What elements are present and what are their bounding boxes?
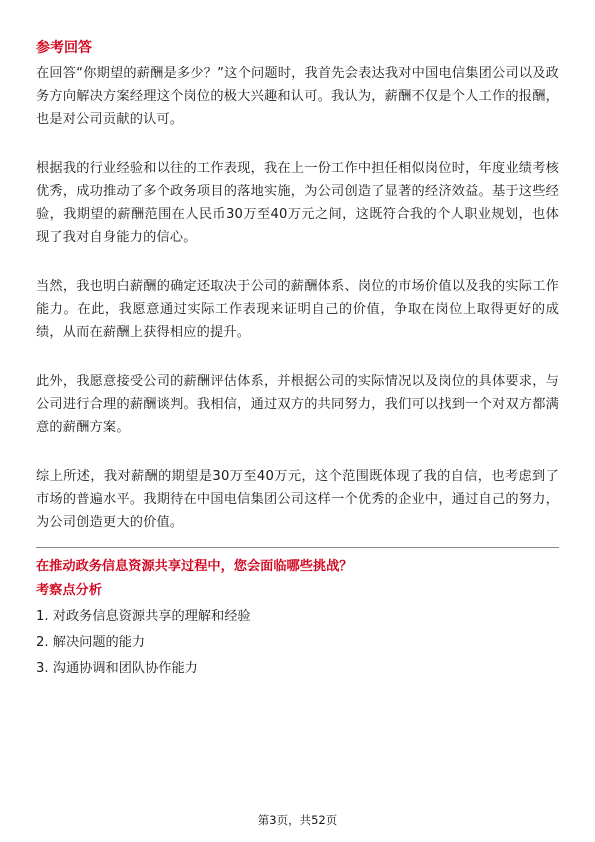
answer-paragraph-4: 此外，我愿意接受公司的薪酬评估体系，并根据公司的实际情况以及岗位的具体要求，与公司进行合理的薪酬谈判。我相信，通过双方的共同努力，我们可以找到一个对双方都满意的薪酬方案。 (36, 374, 559, 435)
paragraph-gap (36, 131, 559, 157)
paragraph-gap (36, 344, 559, 370)
document-page (36, 38, 559, 682)
list-item: 1. 对政务信息资源共享的理解和经验 (36, 609, 251, 624)
list-item: 2. 解决问题的能力 (36, 635, 146, 650)
page-number: 第3页，共52页 (257, 813, 338, 827)
paragraph-gap (36, 249, 559, 275)
paragraph-gap (36, 439, 559, 465)
answer-section-title: 参考回答 (36, 40, 92, 56)
answer-paragraph-2: 根据我的行业经验和以往的工作表现，我在上一份工作中担任相似岗位时，年度业绩考核优秀，成功推动了多个政务项目的落地实施，为公司创造了显著的经济效益。基于这些经验，我期望的薪酬范围在人民币30万至40万元之间，这既符合我的个人职业规划，也体现了我对自身能力的信心。 (36, 161, 559, 245)
analysis-section-title: 考察点分析 (36, 583, 102, 598)
answer-paragraph-5: 综上所述，我对薪酬的期望是30万至40万元，这个范围既体现了我的自信，也考虑到了市场的普遍水平。我期待在中国电信集团公司这样一个优秀的企业中，通过自己的努力，为公司创造更大的价值。 (36, 469, 559, 530)
list-item: 3. 沟通协调和团队协作能力 (36, 661, 198, 676)
analysis-point-list (36, 604, 559, 682)
section-divider (36, 547, 559, 548)
answer-paragraph-3: 当然，我也明白薪酬的确定还取决于公司的薪酬体系、岗位的市场价值以及我的实际工作能力。在此，我愿意通过实际工作表现来证明自己的价值，争取在岗位上取得更好的成绩，从而在薪酬上获得相应的提升。 (36, 279, 559, 340)
question-title: 在推动政务信息资源共享过程中，您会面临哪些挑战？ (36, 559, 353, 574)
answer-paragraph-1: 在回答“你期望的薪酬是多少？”这个问题时，我首先会表达我对中国电信集团公司以及政务方向解决方案经理这个岗位的极大兴趣和认可。我认为，薪酬不仅是个人工作的报酬，也是对公司贡献的认可。 (36, 66, 559, 127)
